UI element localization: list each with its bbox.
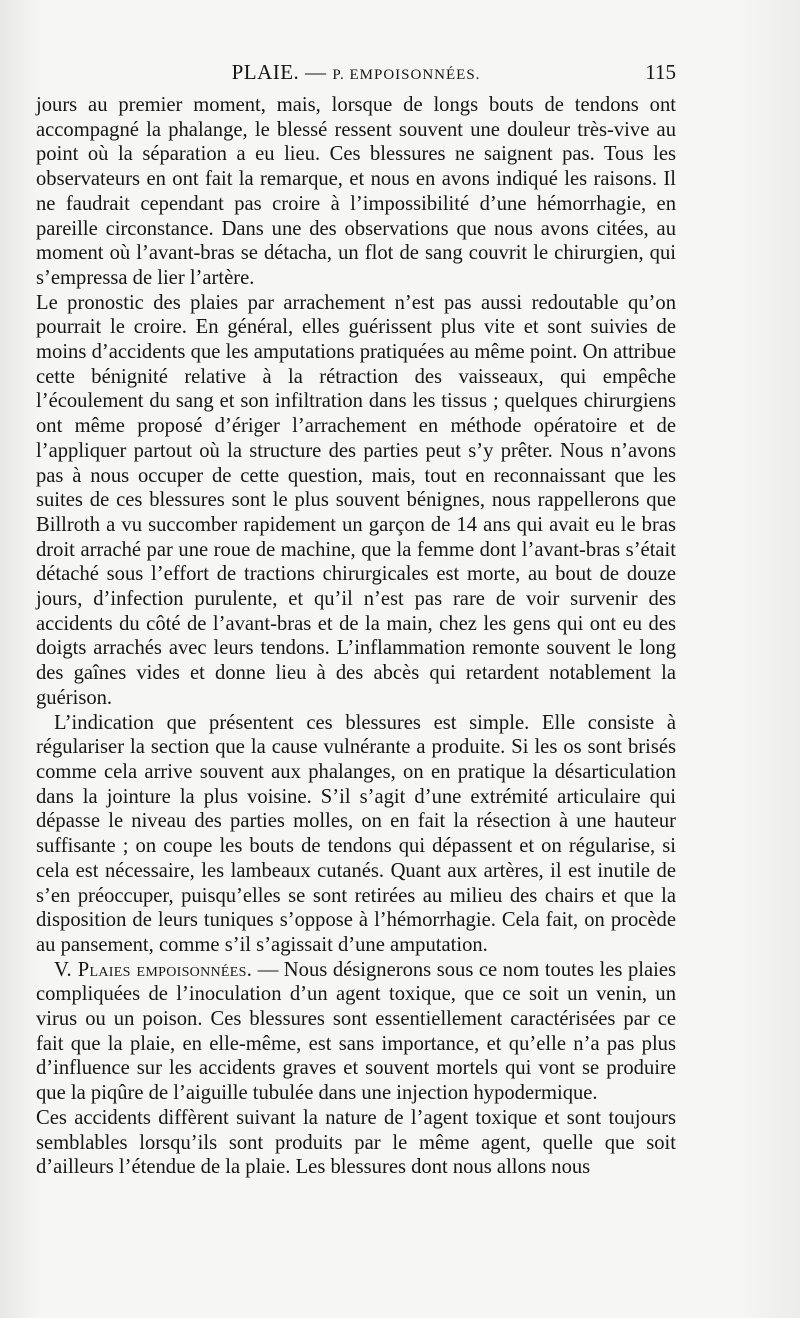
running-title [36,60,676,85]
paragraph-text: jours au premier moment, mais, lorsque de longs bouts de tendons ont accompagné la phalange, le blessé ressent souvent une douleur très-vive au point où la séparation a eu lieu. Ces blessures ne saignent pas. Tous les observateurs en ont fait la remarque, et nous en avons indiqué les raisons. Il ne faudrait cependant pas croire à l’impossibilité d’une hémorrhagie, en pareille circonstance. Dans une des observations que nous avons citées, au moment où l’avant-bras se détacha, un flot de sang couvrit le chirurgien, qui s’empressa de lier l’artère. [36,94,676,289]
body-text [36,93,676,1180]
paragraph-text: Ces accidents diffèrent suivant la nature de l’agent toxique et sont toujours semblables lorsqu’ils sont produits par le même agent, quelle que soit d’ailleurs l’étendue de la plaie. Les blessures dont nous allons nous [36,1106,676,1179]
paragraph-text: Le pronostic des plaies par arrachement n’est pas aussi redoutable qu’on pourrait le croire. En général, elles guérissent plus vite et sont suivies de moins d’accidents que les amputations pratiquées au même point. On attribue cette bénignité relative à la rétraction des vaisseaux, qui empêche l’écoulement du sang et son infiltration dans les tissus ; quelques chirurgiens ont même proposé d’ériger l’arrachement en méthode opératoire et de l’appliquer partout où la structure des parties peut s’y prêter. Nous n’avons pas à nous occuper de cette question, mais, tout en reconnaissant que les suites de ces blessures sont le plus souvent bénignes, nous rappellerons que Billroth a vu succomber rapidement un garçon de 14 ans qui avait eu le bras droit arraché par une roue de machine, que la femme dont l’avant-bras s’était détaché sous l’effort de tractions chirurgicales est morte, au bout de douze jours, d’infection purulente, et qu’il n’est pas rare de voir survenir des accidents du côté de l’avant-bras et de la main, chez les gens qui ont eu des doigts arrachés avec leurs tendons. L’inflammation remonte souvent le long des gaînes vides et donne lieu à des abcès qui retardent notablement la guérison. [36,291,676,709]
running-title-sub: P. EMPOISONNÉES. [332,67,481,83]
paragraph-indication [36,711,676,958]
paragraph-continuation [36,93,676,291]
paragraph-accidents [36,1106,676,1180]
paragraph-section-v [36,958,676,1106]
page-number: 115 [645,60,676,84]
section-heading: V. Plaies empoisonnées. [54,958,253,981]
running-header [36,60,676,88]
paragraph-prognosis [36,291,676,711]
paragraph-text: — Nous désignerons sous ce nom toutes les plaies compliquées de l’inoculation d’un agent toxique, que ce soit un venin, un virus ou un poison. Ces blessures sont essentiellement caractérisées par ce fait que la plaie, en elle-même, est sans importance, et qu’elle n’a pas plus d’influence sur les accidents graves et souvent mortels qui vont se produire que la piqûre de l’aiguille tubulée dans une injection hypodermique. [36,958,676,1105]
running-title-main: PLAIE. — [231,60,327,84]
paragraph-text: L’indication que présentent ces blessures est simple. Elle consiste à régulariser la section que la cause vulnérante a produite. Si les os sont brisés comme cela arrive souvent aux phalanges, on en pratique la désarticulation dans la jointure la plus voisine. S’il s’agit d’une extrémité articulaire qui dépasse le niveau des parties molles, on en fait la résection à une hauteur suffisante ; on coupe les bouts de tendons qui dépassent et on régularise, si cela est nécessaire, les lambeaux cutanés. Quant aux artères, il est inutile de s’en préoccuper, puisqu’elles se sont retirées au milieu des chairs et que la disposition de leurs tuniques s’oppose à l’hémorrhagie. Cela fait, on procède au pansement, comme s’il s’agissait d’une amputation. [36,711,676,956]
